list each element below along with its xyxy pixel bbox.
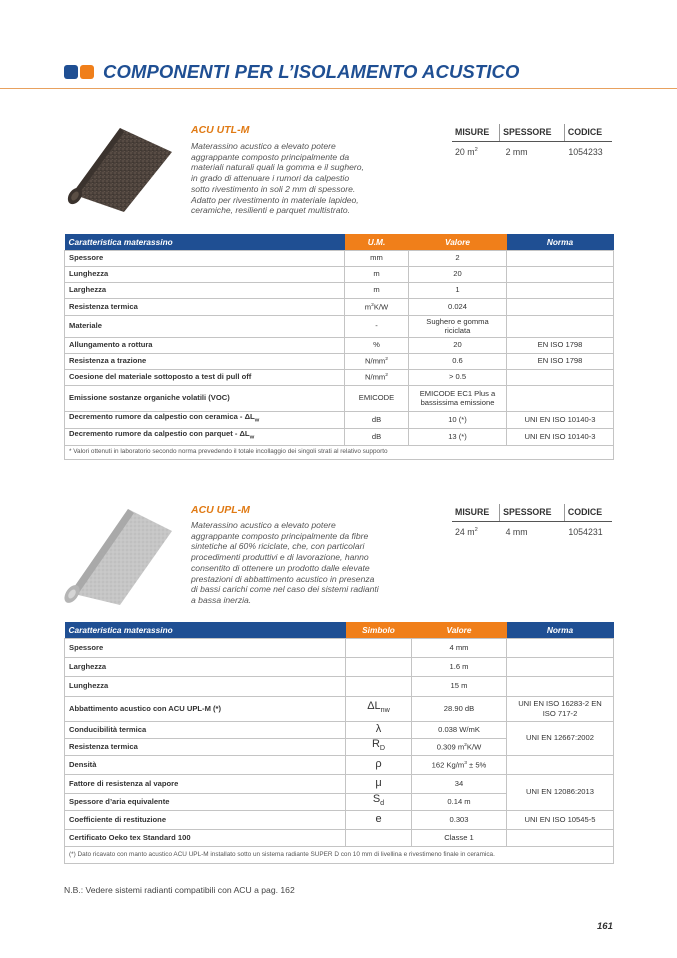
row-label: Materiale (65, 315, 345, 337)
row-symbol: λ (346, 721, 412, 738)
row-value: > 0.5 (409, 369, 507, 385)
characteristics-table-utl (64, 234, 614, 460)
desc-line: procedimenti produttivi e di lavorazione, hanno (191, 552, 369, 563)
col-header-valore: Valore (412, 622, 507, 638)
row-um: $m^2K/W$ (345, 298, 409, 315)
row-symbol: $R_D$ (346, 738, 412, 755)
row-symbol (346, 676, 412, 696)
table-row (65, 353, 614, 369)
row-label: Fattore di resistenza al vapore (65, 774, 346, 793)
row-value: 20 (409, 266, 507, 282)
row-label: Decremento rumore da calpestio con parquet - $\Delta L_W$ (65, 428, 345, 445)
row-label: Abbattimento acustico con ACU UPL-M (*) (65, 696, 346, 721)
row-symbol: $\Delta L_{nw}$ (346, 696, 412, 721)
table-row (65, 696, 614, 721)
col-header-norma: Norma (507, 234, 614, 250)
table-row (65, 755, 614, 774)
row-value: 0.309 $m^2K/W$ (412, 738, 507, 755)
col-header-simbolo: Simbolo (346, 622, 412, 638)
row-um: mm (345, 250, 409, 266)
spec-misure: 20 $m^2$ (455, 147, 478, 157)
row-symbol (346, 638, 412, 657)
row-norma (507, 298, 614, 315)
product-description-upl (191, 520, 436, 606)
row-value: 4 mm (412, 638, 507, 657)
table-note: (*) Dato ricavato con manto acustico ACU UPL-M installato sotto un sistema radiante SUPER D con 10 mm di livellina e rivestimeno finale in ceramica. (65, 846, 614, 863)
row-label: Certificato Oeko tex Standard 100 (65, 829, 346, 846)
row-value: 2 (409, 250, 507, 266)
row-symbol (346, 657, 412, 676)
page-title: COMPONENTI PER L’ISOLAMENTO ACUSTICO (103, 61, 520, 82)
spec-spessore: 4 mm (505, 527, 528, 537)
row-norma (507, 657, 614, 676)
row-symbol: μ (346, 774, 412, 793)
grey-roll-image (62, 505, 172, 605)
product-title-utl: ACU UTL-M (191, 124, 250, 136)
table-row (65, 337, 614, 353)
table-note-row (65, 846, 614, 863)
row-symbol: e (346, 810, 412, 829)
row-symbol: $S_d$ (346, 793, 412, 810)
row-value: 28.90 dB (412, 696, 507, 721)
characteristics-table-upl (64, 622, 614, 864)
row-um: $N/mm^2$ (345, 369, 409, 385)
row-um: - (345, 315, 409, 337)
spec-codice: 1054233 (568, 147, 603, 157)
desc-line: Materassino acustico a elevato potere (191, 141, 336, 151)
row-value: 0.038 W/mK (412, 721, 507, 738)
col-header-um: U.M. (345, 234, 409, 250)
desc-line: aggrappante composto principalmente da fibre (191, 530, 369, 541)
desc-line: in grado di attenuare i rumori da calpestio (191, 173, 350, 184)
table-row (65, 385, 614, 411)
row-um: % (345, 337, 409, 353)
table-row (65, 411, 614, 428)
desc-line: Materassino acustico a elevato potere (191, 520, 336, 530)
row-value: 10 (*) (409, 411, 507, 428)
table-row (65, 657, 614, 676)
desc-line: materiali naturali quali la gomma e il sughero, (191, 162, 364, 173)
row-label: Larghezza (65, 657, 346, 676)
row-norma (507, 315, 614, 337)
row-label: Resistenza termica (65, 298, 345, 315)
row-um: m (345, 266, 409, 282)
row-value: 0.6 (409, 353, 507, 369)
spec-header-codice: CODICE (564, 504, 612, 522)
row-value: 34 (412, 774, 507, 793)
row-label: Resistenza termica (65, 738, 346, 755)
row-norma: UNI EN 12667:2002 (507, 721, 614, 755)
row-norma (507, 676, 614, 696)
spec-spessore: 2 mm (505, 147, 528, 157)
row-norma (507, 755, 614, 774)
row-label: Coefficiente di restituzione (65, 810, 346, 829)
row-value: EMICODE EC1 Plus a bassissima emissione (409, 385, 507, 411)
table-row (65, 315, 614, 337)
desc-line: Adatto per rivestimento in materiale lapideo, (191, 194, 359, 205)
row-norma: EN ISO 1798 (507, 337, 614, 353)
row-symbol: ρ (346, 755, 412, 774)
spec-table-utl (452, 124, 612, 157)
row-norma (507, 282, 614, 298)
desc-line: ceramiche, resilienti e parquet multistrato. (191, 205, 351, 216)
table-row (65, 282, 614, 298)
table-row (65, 266, 614, 282)
row-um: EMICODE (345, 385, 409, 411)
desc-line: di bassi carichi come nel caso dei sistemi radianti (191, 584, 379, 595)
table-row (65, 428, 614, 445)
spec-header-spessore: SPESSORE (500, 124, 565, 142)
product-title-upl: ACU UPL-M (191, 504, 250, 516)
spec-codice: 1054231 (568, 527, 603, 537)
row-um: dB (345, 411, 409, 428)
row-value: 162 $Kg/m^3 \pm 5\%$ (412, 755, 507, 774)
row-um: dB (345, 428, 409, 445)
row-symbol (346, 829, 412, 846)
row-label: Decremento rumore da calpestio con ceramica - $\Delta L_W$ (65, 411, 345, 428)
col-header-caratteristica: Caratteristica materassino (65, 234, 345, 250)
row-norma (507, 250, 614, 266)
spec-misure: 24 $m^2$ (455, 527, 478, 537)
desc-line: consentito di ottenere un prodotto dalle elevate (191, 562, 370, 573)
col-header-norma: Norma (507, 622, 614, 638)
blue-square-icon (64, 65, 78, 79)
desc-line: sotto rivestimento in soli 2 mm di spessore. (191, 183, 356, 194)
table-row (65, 676, 614, 696)
page-number: 161 (597, 921, 613, 932)
row-label: Lunghezza (65, 676, 346, 696)
row-norma (507, 385, 614, 411)
table-row (65, 250, 614, 266)
row-label: Densità (65, 755, 346, 774)
table-row (65, 774, 614, 793)
row-value: 1 (409, 282, 507, 298)
desc-line: sintetiche al 60% riciclate, che, con particolari (191, 541, 365, 552)
table-row (65, 829, 614, 846)
dark-roll-image (62, 124, 172, 214)
table-row (65, 369, 614, 385)
row-label: Coesione del materiale sottoposto a test di pull off (65, 369, 345, 385)
row-label: Larghezza (65, 282, 345, 298)
spec-header-misure: MISURE (452, 124, 500, 142)
row-norma: UNI EN 12086:2013 (507, 774, 614, 810)
table-row (65, 721, 614, 738)
row-value: 20 (409, 337, 507, 353)
desc-line: aggrappante composto principalmente da (191, 151, 350, 162)
row-value: 0.024 (409, 298, 507, 315)
row-label: Conducibilità termica (65, 721, 346, 738)
row-value: Classe 1 (412, 829, 507, 846)
spec-table-upl (452, 504, 612, 537)
row-norma: UNI EN ISO 10140-3 (507, 428, 614, 445)
row-norma: UNI EN ISO 10140-3 (507, 411, 614, 428)
page-header (64, 60, 519, 84)
row-label: Lunghezza (65, 266, 345, 282)
col-header-caratteristica: Caratteristica materassino (65, 622, 346, 638)
table-row (65, 638, 614, 657)
product-description-utl (191, 141, 426, 216)
table-note: * Valori ottenuti in laboratorio secondo norma prevedendo il totale incollaggio dei singoli strati al relativo supporto (65, 445, 614, 459)
row-label: Emissione sostanze organiche volatili (VOC) (65, 385, 345, 411)
row-um: m (345, 282, 409, 298)
row-value: 0.303 (412, 810, 507, 829)
row-value: 0.14 m (412, 793, 507, 810)
table-row (65, 298, 614, 315)
row-label: Spessore d’aria equivalente (65, 793, 346, 810)
row-norma (507, 266, 614, 282)
row-norma: UNI EN ISO 10545-5 (507, 810, 614, 829)
spec-header-spessore: SPESSORE (500, 504, 565, 522)
row-norma: EN ISO 1798 (507, 353, 614, 369)
table-note-row (65, 445, 614, 459)
header-divider (0, 88, 677, 89)
table-row (65, 810, 614, 829)
row-norma (507, 369, 614, 385)
spec-header-codice: CODICE (564, 124, 612, 142)
orange-square-icon (80, 65, 94, 79)
row-norma (507, 829, 614, 846)
row-value: Sughero e gomma riciclata (409, 315, 507, 337)
row-um: $N/mm^2$ (345, 353, 409, 369)
col-header-valore: Valore (409, 234, 507, 250)
desc-line: prestazioni di abbattimento acustico in presenza (191, 573, 375, 584)
row-label: Spessore (65, 638, 346, 657)
spec-header-misure: MISURE (452, 504, 500, 522)
row-norma (507, 638, 614, 657)
row-label: Spessore (65, 250, 345, 266)
row-value: 1.6 m (412, 657, 507, 676)
row-label: Resistenza a trazione (65, 353, 345, 369)
row-norma: UNI EN ISO 16283-2 EN ISO 717-2 (507, 696, 614, 721)
row-value: 13 (*) (409, 428, 507, 445)
row-label: Allungamento a rottura (65, 337, 345, 353)
desc-line: a bassa inerzia. (191, 594, 252, 605)
footnote-nb: N.B.: Vedere sistemi radianti compatibili con ACU a pag. 162 (64, 885, 295, 895)
row-value: 15 m (412, 676, 507, 696)
